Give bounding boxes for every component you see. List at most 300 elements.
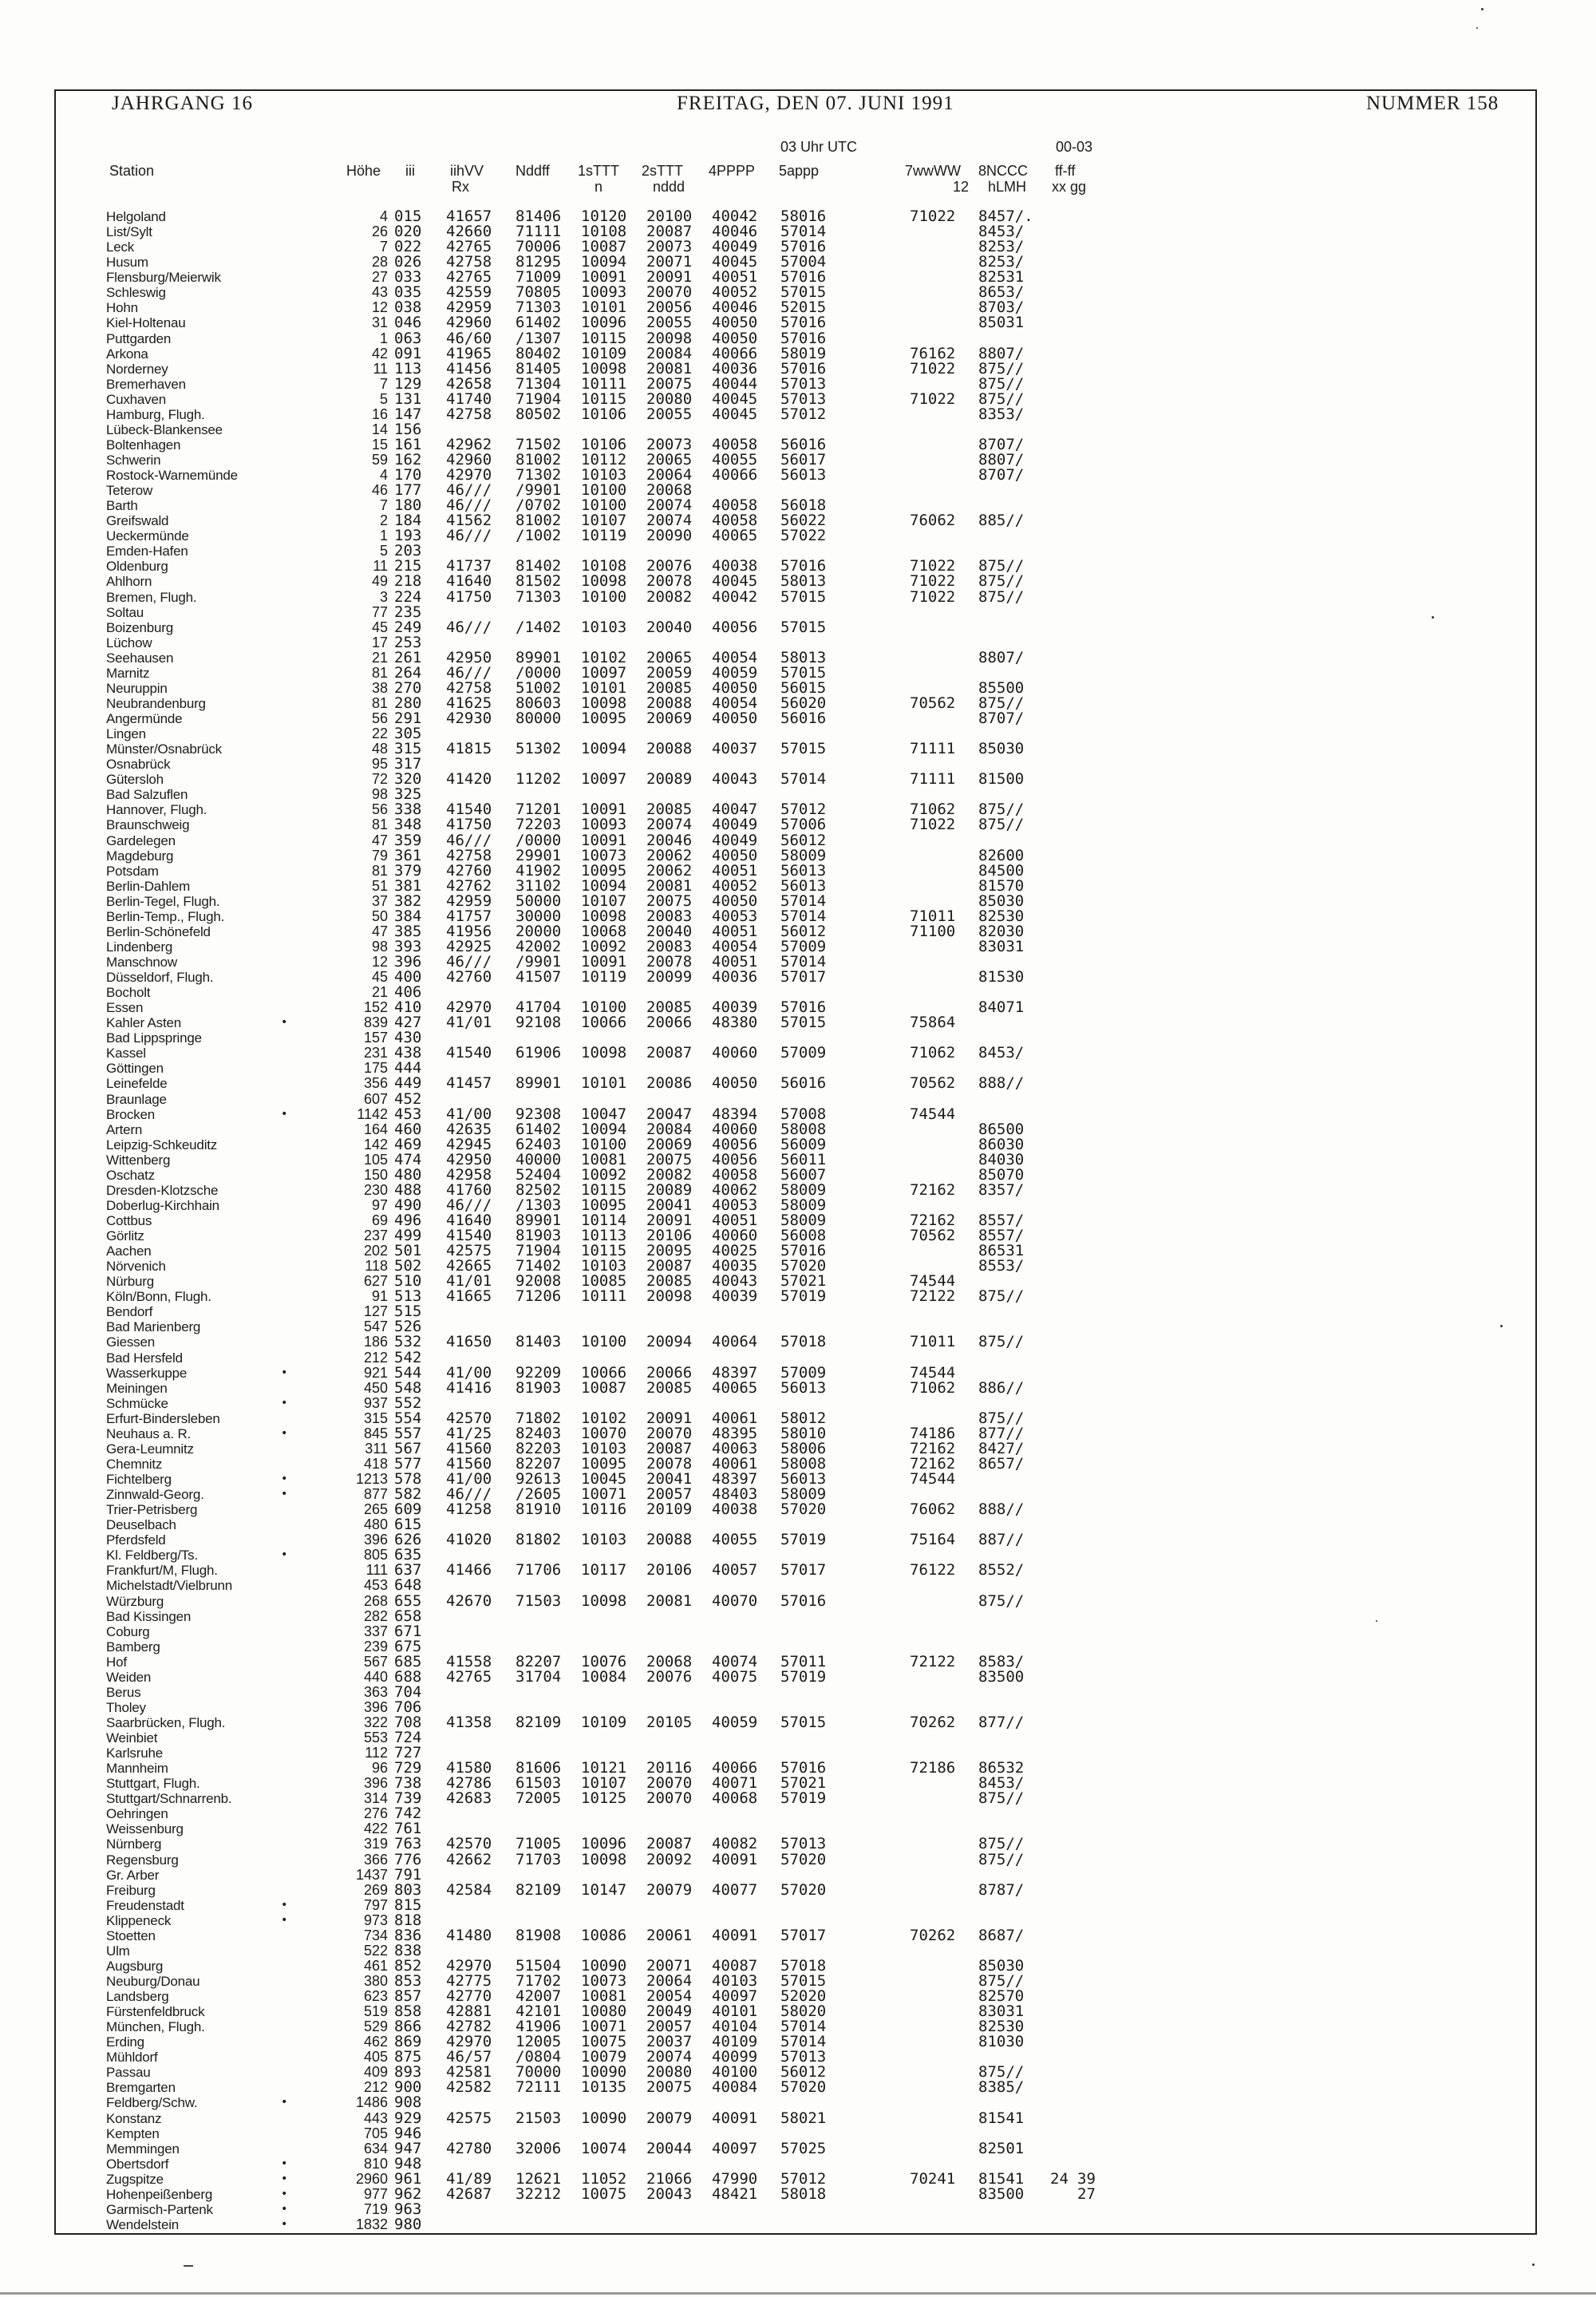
group-tendency: 56008 [780,1227,827,1244]
station-id: 264 [394,663,422,682]
group-temp: 10107 [581,892,627,910]
station-id: 046 [394,314,422,332]
group-ihvv: 42584 [446,1880,492,1899]
station-name: Stuttgart/Schnarrenb. [106,1791,232,1807]
group-pressure: 40071 [712,1774,758,1793]
group-temp: 10108 [581,557,627,575]
group-temp: 10074 [581,2139,627,2157]
group-nddff: /2605 [516,1485,562,1503]
group-pressure: 40042 [712,587,758,606]
group-clouds: 8707/ [978,710,1025,727]
col-t2: 2sTTT [642,163,683,179]
station-height: 38 [371,679,388,696]
group-clouds: 82530 [978,2018,1025,2036]
station-id: 161 [394,435,422,453]
group-clouds: 8553/ [978,1257,1025,1275]
station-name: Kahler Asten [106,1015,181,1031]
group-ihvv: 41457 [446,1074,492,1093]
group-tendency: 56012 [780,922,827,940]
station-name: Doberlug-Kirchhain [106,1197,219,1213]
station-name: Artern [106,1121,143,1137]
station-height: 77 [371,603,388,620]
group-nddff: 82109 [516,1713,562,1731]
group-tendency: 58009 [780,1485,827,1503]
station-height: 337 [363,1623,388,1639]
group-ihvv: 42959 [446,892,492,910]
group-temp: 10095 [581,1454,627,1473]
group-tendency: 57015 [780,1972,827,1990]
group-temp: 10066 [581,1363,627,1382]
group-temp: 10115 [581,389,627,408]
group-nddff: 30000 [516,907,562,925]
scan-speck [1532,2263,1535,2266]
station-id: 430 [394,1029,422,1047]
group-pressure: 40066 [712,1759,758,1777]
group-tendency: 57016 [780,1759,827,1777]
station-height: 322 [363,1714,388,1730]
group-pressure: 40061 [712,1454,758,1473]
table-row [0,772,1596,787]
group-pressure: 40053 [712,1196,758,1214]
col-t1-sub: n [595,179,603,195]
group-ihvv: 41540 [446,1044,492,1062]
station-id: 224 [394,587,422,606]
group-pressure: 40050 [712,710,758,727]
group-dewpoint: 20070 [646,1789,693,1808]
mountain-marker-icon: • [281,1548,288,1562]
group-clouds: 8707/ [978,466,1025,484]
station-id: 552 [394,1394,422,1412]
station-height: 265 [363,1501,388,1518]
group-temp: 10100 [581,998,627,1017]
station-name: Augsburg [106,1958,164,1974]
group-ihvv: 41/89 [446,2169,492,2188]
table-row [0,2095,1596,2110]
group-dewpoint: 20087 [646,1439,693,1457]
group-pressure: 40058 [712,435,758,453]
group-nddff: 71702 [516,1972,562,1990]
station-height: 529 [363,2018,388,2035]
group-dewpoint: 20106 [646,1227,693,1244]
station-name: Obertsdorf [106,2156,169,2172]
col-height: Höhe [346,163,381,179]
station-height: 91 [371,1288,388,1305]
group-gust-gg: 39 [1077,2169,1096,2188]
station-height: 97 [371,1196,388,1213]
station-name: Bremerhaven [106,376,186,392]
group-pressure: 40051 [712,1212,758,1229]
group-dewpoint: 20057 [646,1485,693,1503]
group-dewpoint: 20073 [646,238,693,256]
group-tendency: 57013 [780,1835,827,1853]
mountain-marker-icon: • [281,1473,288,1485]
group-pressure: 40046 [712,298,758,317]
group-dewpoint: 20081 [646,1591,693,1610]
group-tendency: 57016 [780,268,827,287]
group-nddff: 89901 [516,1212,562,1229]
station-height: 202 [363,1243,388,1259]
group-temp: 10098 [581,1591,627,1610]
station-id: 761 [394,1820,422,1838]
station-name: Bremen, Flugh. [106,589,197,605]
station-name: Aachen [106,1243,152,1259]
group-weather: 72186 [910,1759,956,1777]
group-nddff: 51002 [516,678,562,697]
table-row [0,468,1596,483]
group-temp: 10103 [581,1257,627,1275]
station-height: 311 [365,1440,388,1457]
station-height: 719 [363,2200,388,2217]
group-ihvv: 42960 [446,451,492,468]
group-tendency: 57008 [780,1105,827,1123]
station-name: Berus [106,1684,141,1700]
group-temp: 10121 [581,1759,627,1777]
group-tendency: 56013 [780,876,827,895]
group-clouds: 875// [978,587,1025,606]
mountain-marker-icon: • [281,2202,288,2216]
group-dewpoint: 20085 [646,998,693,1017]
group-ihvv: 42950 [446,648,492,666]
station-height: 356 [363,1075,388,1092]
table-row [0,1378,1596,1397]
group-temp: 10101 [581,1074,627,1093]
station-height: 111 [365,1562,388,1579]
station-name: Puttgarden [106,330,172,346]
group-pressure: 40045 [712,572,758,591]
group-tendency: 56013 [780,861,827,880]
group-clouds: 85030 [978,1956,1025,1975]
group-clouds: 886// [978,1378,1025,1397]
group-clouds: 877// [978,1424,1025,1442]
group-nddff: 61503 [516,1774,562,1793]
station-height: 56 [371,710,388,726]
group-ihvv: 41580 [446,1759,492,1777]
table-row [0,650,1596,666]
station-height: 363 [363,1683,388,1700]
group-weather: 71022 [910,557,956,575]
station-name: Oschatz [106,1167,155,1183]
station-id: 635 [394,1546,422,1564]
station-name: Gütersloh [106,772,164,788]
station-id: 131 [394,389,422,408]
table-row [0,1165,1596,1184]
group-pressure: 40051 [712,922,758,940]
group-temp: 10091 [581,831,627,849]
station-id: 385 [394,922,422,940]
station-height: 230 [363,1181,388,1198]
group-nddff: /0702 [516,496,562,515]
group-dewpoint: 20085 [646,1272,693,1291]
group-clouds: 84500 [978,861,1025,880]
group-pressure: 40050 [712,892,758,910]
group-ihvv: 42758 [446,678,492,697]
station-height: 21 [371,649,388,666]
mountain-marker-icon: • [281,1488,288,1500]
station-height: 81 [371,664,388,681]
station-id: 900 [394,2078,422,2097]
group-dewpoint: 20040 [646,618,693,636]
group-gust-ff: 24 [1050,2169,1069,2188]
station-name: Neuruppin [106,680,168,696]
group-dewpoint: 20071 [646,1956,693,1975]
group-pressure: 40054 [712,694,758,712]
station-height: 43 [371,284,388,301]
station-height: 157 [363,1030,388,1046]
group-clouds: 84071 [978,998,1025,1017]
station-height: 212 [363,2079,388,2096]
station-height: 315 [363,1409,388,1426]
station-name: Emden-Hafen [106,544,188,559]
group-nddff: 82109 [516,1880,562,1899]
station-height: 81 [371,816,388,833]
table-row [0,1180,1596,1199]
station-name: Berlin-Tegel, Flugh. [106,893,220,909]
station-id: 015 [394,208,422,225]
group-ihvv: 46/// [446,663,492,682]
group-dewpoint: 20069 [646,1135,693,1153]
group-nddff: 81403 [516,1333,562,1351]
group-pressure: 48403 [712,1485,758,1503]
group-gust-gg: 27 [1077,2184,1096,2203]
table-row [0,1836,1596,1852]
group-tendency: 56022 [780,512,827,530]
station-name: Boltenhagen [106,437,181,453]
group-tendency: 56011 [780,1150,827,1168]
group-clouds: 85500 [978,678,1025,697]
station-height: 11 [373,558,388,575]
group-clouds: 83031 [978,2002,1025,2021]
group-dewpoint: 20059 [646,663,693,682]
group-dewpoint: 20075 [646,374,693,393]
group-tendency: 57011 [780,1652,827,1670]
group-pressure: 48380 [712,1014,758,1032]
group-temp: 10094 [581,1120,627,1138]
col-ihvv: iihVV [450,163,484,179]
group-dewpoint: 20075 [646,892,693,910]
table-row [0,315,1596,330]
group-tendency: 57016 [780,314,827,332]
table-row [0,924,1596,939]
group-nddff: 70805 [516,283,562,302]
group-nddff: /9901 [516,481,562,500]
group-pressure: 48397 [712,1470,758,1488]
group-nddff: 80402 [516,344,562,362]
table-row [0,2154,1596,2172]
group-dewpoint: 20082 [646,1165,693,1184]
table-row [0,817,1596,832]
group-clouds: 877// [978,1713,1025,1731]
group-pressure: 48395 [712,1424,758,1442]
station-name: München, Flugh. [106,2019,205,2035]
group-ihvv: 42670 [446,1591,492,1610]
group-ihvv: 41420 [446,770,492,789]
group-clouds: 86531 [978,1242,1025,1260]
group-ihvv: 41815 [446,740,492,758]
mountain-marker-icon: • [281,1107,288,1121]
group-ihvv: 46/// [446,496,492,515]
group-nddff: /9901 [516,952,562,971]
station-id: 658 [394,1607,422,1625]
group-dewpoint: 20100 [646,208,693,225]
group-pressure: 40061 [712,1409,758,1427]
group-temp: 10095 [581,861,627,880]
group-dewpoint: 20049 [646,2002,693,2021]
group-ihvv: 41657 [446,208,492,225]
group-tendency: 58013 [780,572,827,591]
table-row [0,2080,1596,2095]
group-ihvv: 41640 [446,572,492,591]
station-height: 5 [379,390,388,407]
station-id: 929 [394,2109,422,2127]
group-ihvv: 41737 [446,557,492,575]
group-weather: 71022 [910,208,956,225]
group-clouds: 8807/ [978,451,1025,468]
station-height: 51 [371,877,388,894]
group-clouds: 82030 [978,922,1025,940]
group-weather: 71062 [910,1378,956,1397]
group-nddff: 71302 [516,466,562,484]
station-id: 791 [394,1865,422,1884]
station-height: 877 [363,1486,388,1502]
table-row [0,1682,1596,1701]
group-dewpoint: 20040 [646,922,693,940]
group-tendency: 57014 [780,2018,827,2036]
table-row [0,389,1596,408]
station-name: Berlin-Dahlem [106,878,191,894]
group-nddff: /0000 [516,831,562,849]
group-temp: 10087 [581,1378,627,1397]
station-id: 947 [394,2139,422,2157]
table-row [0,1624,1596,1639]
station-id: 438 [394,1044,422,1062]
group-nddff: 89901 [516,1074,562,1093]
group-temp: 10091 [581,952,627,971]
group-clouds: 875// [978,1409,1025,1427]
table-row [0,422,1596,437]
group-ihvv: 42962 [446,435,492,453]
group-pressure: 40058 [712,512,758,530]
group-pressure: 40049 [712,831,758,849]
group-clouds: 82530 [978,907,1025,925]
station-height: 314 [363,1790,388,1807]
station-id: 460 [394,1120,422,1138]
group-dewpoint: 20055 [646,405,693,423]
station-height: 453 [363,1577,388,1594]
group-clouds: 86030 [978,1135,1025,1153]
station-name: Bad Hersfeld [106,1350,183,1366]
group-temp: 10115 [581,1242,627,1260]
group-ihvv: 46/60 [446,329,492,347]
group-pressure: 40052 [712,876,758,895]
group-nddff: 81606 [516,1759,562,1777]
station-height: 396 [363,1532,388,1548]
group-ihvv: 41750 [446,587,492,606]
table-row [0,861,1596,880]
group-nddff: 71706 [516,1561,562,1579]
group-dewpoint: 20073 [646,435,693,453]
table-row [0,1652,1596,1670]
group-temp: 10108 [581,223,627,241]
group-pressure: 40059 [712,663,758,682]
group-dewpoint: 20057 [646,2018,693,2036]
table-row [0,1591,1596,1610]
table-row [0,876,1596,895]
group-ihvv: 42758 [446,405,492,423]
station-name: List/Sylt [106,224,152,240]
station-id: 235 [394,603,422,621]
station-name: Cottbus [106,1213,152,1228]
group-ihvv: 42945 [446,1135,492,1153]
station-height: 462 [363,2034,388,2050]
group-clouds: 8653/ [978,283,1025,302]
group-temp: 10097 [581,770,627,789]
station-name: Frankfurt/M, Flugh. [106,1563,218,1579]
group-pressure: 40056 [712,1135,758,1153]
station-id: 557 [394,1424,422,1442]
group-nddff: /1002 [516,527,562,545]
group-clouds: 875// [978,557,1025,575]
group-dewpoint: 20066 [646,1014,693,1032]
group-clouds: 875// [978,572,1025,591]
station-name: Fichtelberg [106,1472,172,1487]
col-station: Station [109,163,155,179]
station-id: 317 [394,755,422,773]
station-height: 69 [371,1212,388,1228]
group-nddff: 82403 [516,1424,562,1442]
group-pressure: 40051 [712,861,758,880]
group-nddff: 81908 [516,1926,562,1944]
station-name: Bocholt [106,985,151,1001]
station-height: 921 [363,1364,388,1381]
table-row [0,1015,1596,1030]
group-dewpoint: 20083 [646,907,693,925]
station-height: 164 [363,1121,388,1137]
table-row [0,574,1596,589]
group-nddff: 71005 [516,1835,562,1853]
group-clouds: 8385/ [978,2078,1025,2097]
col-nddff: Nddff [516,163,550,179]
station-name: Bremgarten [106,2080,176,2096]
group-ihvv: 42760 [446,861,492,880]
group-tendency: 57019 [780,1531,827,1549]
group-dewpoint: 20075 [646,1150,693,1168]
station-id: 156 [394,420,422,438]
group-temp: 10087 [581,238,627,256]
scan-speck [1376,1620,1377,1622]
station-name: Essen [106,1000,144,1016]
station-id: 035 [394,283,422,302]
group-dewpoint: 20082 [646,587,693,606]
mountain-marker-icon: • [281,2187,288,2200]
station-id: 338 [394,801,422,819]
station-name: Tholey [106,1699,146,1715]
station-height: 418 [363,1455,388,1472]
group-tendency: 58012 [780,1409,827,1427]
group-nddff: 81903 [516,1227,562,1244]
group-nddff: 71703 [516,1850,562,1868]
station-name: Neubrandenburg [106,695,206,711]
group-pressure: 40084 [712,2078,758,2097]
group-tendency: 57017 [780,1926,827,1944]
group-pressure: 40101 [712,2002,758,2021]
group-dewpoint: 20088 [646,694,693,712]
group-ihvv: 42575 [446,2109,492,2127]
group-pressure: 40039 [712,998,758,1017]
table-row [0,374,1596,393]
group-ihvv: 46/// [446,481,492,500]
group-weather: 76162 [910,344,956,362]
group-ihvv: 41757 [446,907,492,925]
